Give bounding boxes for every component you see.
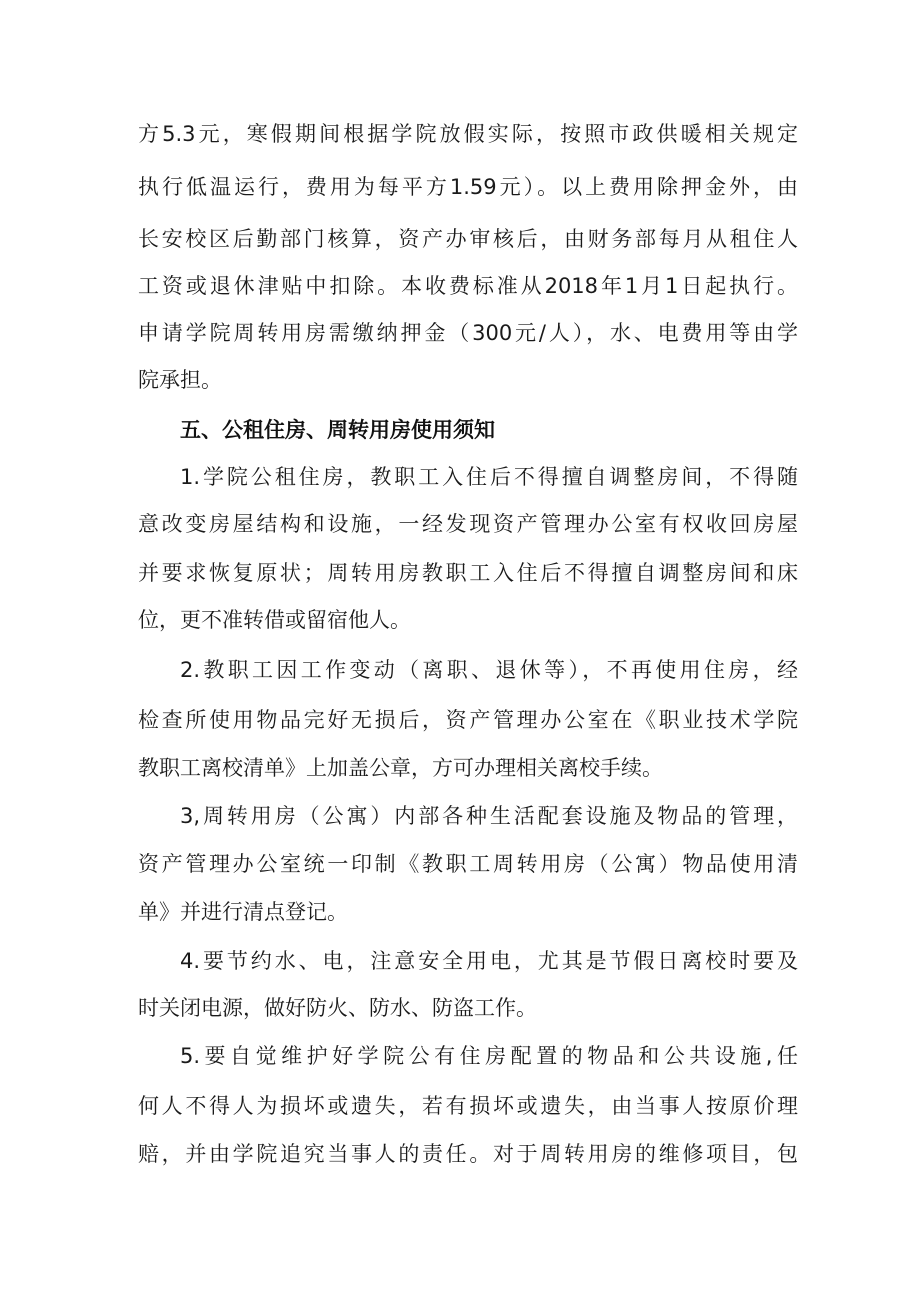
text-line: 院承担。 [138, 368, 222, 392]
text-line: 长安校区后勤部门核算，资产办审核后，由财务部每月从租住人 [138, 227, 798, 251]
text-line: 申请学院周转用房需缴纳押金（300元/人），水、电费用等由学 [138, 321, 798, 345]
text-line: 资产管理办公室统一印制《教职工周转用房（公寓）物品使用清 [138, 852, 798, 876]
text-line: 单》并进行清点登记。 [138, 900, 348, 924]
text-line: 3,周转用房（公寓）内部各种生活配套设施及物品的管理， [180, 804, 798, 828]
text-line: 赔，并由学院追究当事人的责任。对于周转用房的维修项目，包 [138, 1142, 798, 1166]
text-line: 方5.3元，寒假期间根据学院放假实际，按照市政供暖相关规定 [138, 122, 798, 146]
text-line: 并要求恢复原状；周转用房教职工入住后不得擅自调整房间和床 [138, 561, 798, 585]
text-line: 位，更不准转借或留宿他人。 [138, 608, 411, 632]
text-line: 执行低温运行，费用为每平方1.59元）。以上费用除押金外，由 [138, 175, 798, 199]
text-line: 工资或退休津贴中扣除。本收费标准从2018年1月1日起执行。 [138, 274, 798, 298]
text-line: 4.要节约水、电，注意安全用电，尤其是节假日离校时要及 [180, 949, 798, 973]
text-line: 检查所使用物品完好无损后，资产管理办公室在《职业技术学院 [138, 708, 798, 732]
section-heading: 五、公租住房、周转用房使用须知 [180, 418, 495, 442]
text-line: 意改变房屋结构和设施，一经发现资产管理办公室有权收回房屋 [138, 512, 798, 536]
text-line: 教职工离校清单》上加盖公章，方可办理相关离校手续。 [138, 756, 663, 780]
text-line: 1.学院公租住房，教职工入住后不得擅自调整房间，不得随 [180, 465, 798, 489]
text-line: 何人不得人为损坏或遗失，若有损坏或遗失，由当事人按原价理 [138, 1094, 798, 1118]
text-line: 2.教职工因工作变动（离职、退休等），不再使用住房，经 [180, 658, 798, 682]
text-line: 时关闭电源，做好防火、防水、防盗工作。 [138, 996, 537, 1020]
text-line: 5.要自觉维护好学院公有住房配置的物品和公共设施,任 [180, 1044, 798, 1068]
